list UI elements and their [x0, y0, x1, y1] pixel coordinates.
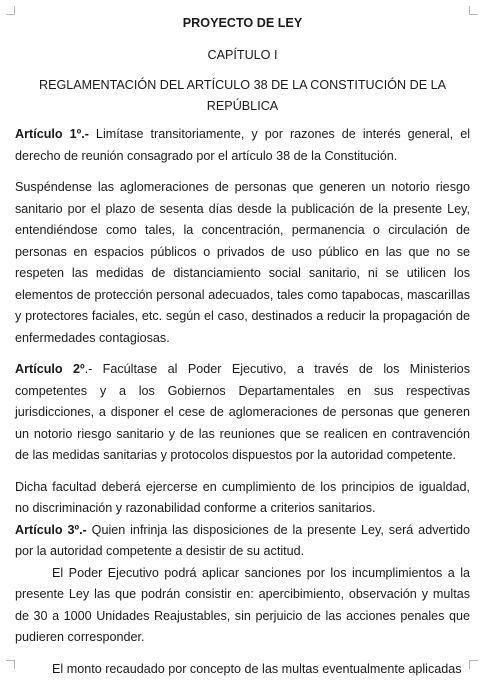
sanctions-paragraph	[15, 563, 470, 649]
crop-mark-top-right	[469, 6, 478, 15]
chapter-subtitle: REGLAMENTACIÓN DEL ARTÍCULO 38 DE LA CONSTITUCIÓN DE LA REPÚBLICA	[38, 78, 447, 113]
article-3-paragraph	[15, 520, 470, 563]
sanctions-text: El Poder Ejecutivo podrá aplicar sanciones por los incumplimientos a la presente Ley las que podrán consistir en: apercibimiento, observación y multas de 30 a 1000 Unidades Reajustables, sin perjuicio de las acciones penales que pudieren corresponder.	[15, 565, 470, 644]
document-title: PROYECTO DE LEY	[182, 16, 303, 30]
article-3-label: Artículo 3º.-	[15, 522, 87, 537]
crop-mark-bottom-right	[469, 660, 478, 669]
article-2-paragraph	[15, 359, 470, 467]
article-1-label: Artículo 1º.-	[15, 127, 89, 141]
crop-mark-top-left	[6, 6, 15, 15]
fines-text: El monto recaudado por concepto de las multas eventualmente aplicadas	[52, 661, 462, 676]
document-body	[15, 13, 470, 693]
chapter-heading: CAPÍTULO I	[207, 47, 278, 62]
article-2-label: Artículo 2º	[15, 362, 85, 376]
faculty-text: Dicha facultad deberá ejercerse en cumplimiento de los principios de igualdad, no discriminación y razonabilidad conforme a criterios sanitarios.	[15, 479, 470, 515]
article-1-paragraph	[15, 124, 470, 167]
article-3-text: Quien infrinja las disposiciones de la presente Ley, será advertido por la autoridad competente a desistir de su actitud.	[15, 522, 470, 558]
faculty-paragraph	[15, 477, 470, 520]
article-1-text: Limítase transitoriamente, y por razones de interés general, el derecho de reunión consagrado por el artículo 38 de la Constitución.	[15, 127, 470, 163]
fines-paragraph	[15, 659, 470, 683]
article-2-text: .- Facúltase al Poder Ejecutivo, a través de los Ministerios competentes y a los Gobiernos Departamentales en sus respectivas jurisdicciones, a disponer el cese de aglomeraciones de personas que generen un notorio riesgo sanitario y de las reuniones que se realicen en contravención de las medidas sanitarias y protocolos dispuestos por la autoridad competente.	[15, 362, 470, 462]
suspension-paragraph	[15, 177, 470, 349]
suspension-text: Suspéndense las aglomeraciones de personas que generen un notorio riesgo sanitario por el plazo de sesenta días desde la publicación de la presente Ley, entendiéndose como tales, la concentración, permanencia o circulación de personas en espacios públicos o privados de uso público en las que no se respeten las medidas de distanciamiento social sanitario, ni se utilicen los elementos de protección personal adecuados, tales como tapabocas, mascarillas y protectores faciales, etc. según el caso, destinados a reducir la propagación de enfermedades contagiosas.	[15, 180, 470, 345]
crop-mark-bottom-left	[6, 660, 15, 669]
